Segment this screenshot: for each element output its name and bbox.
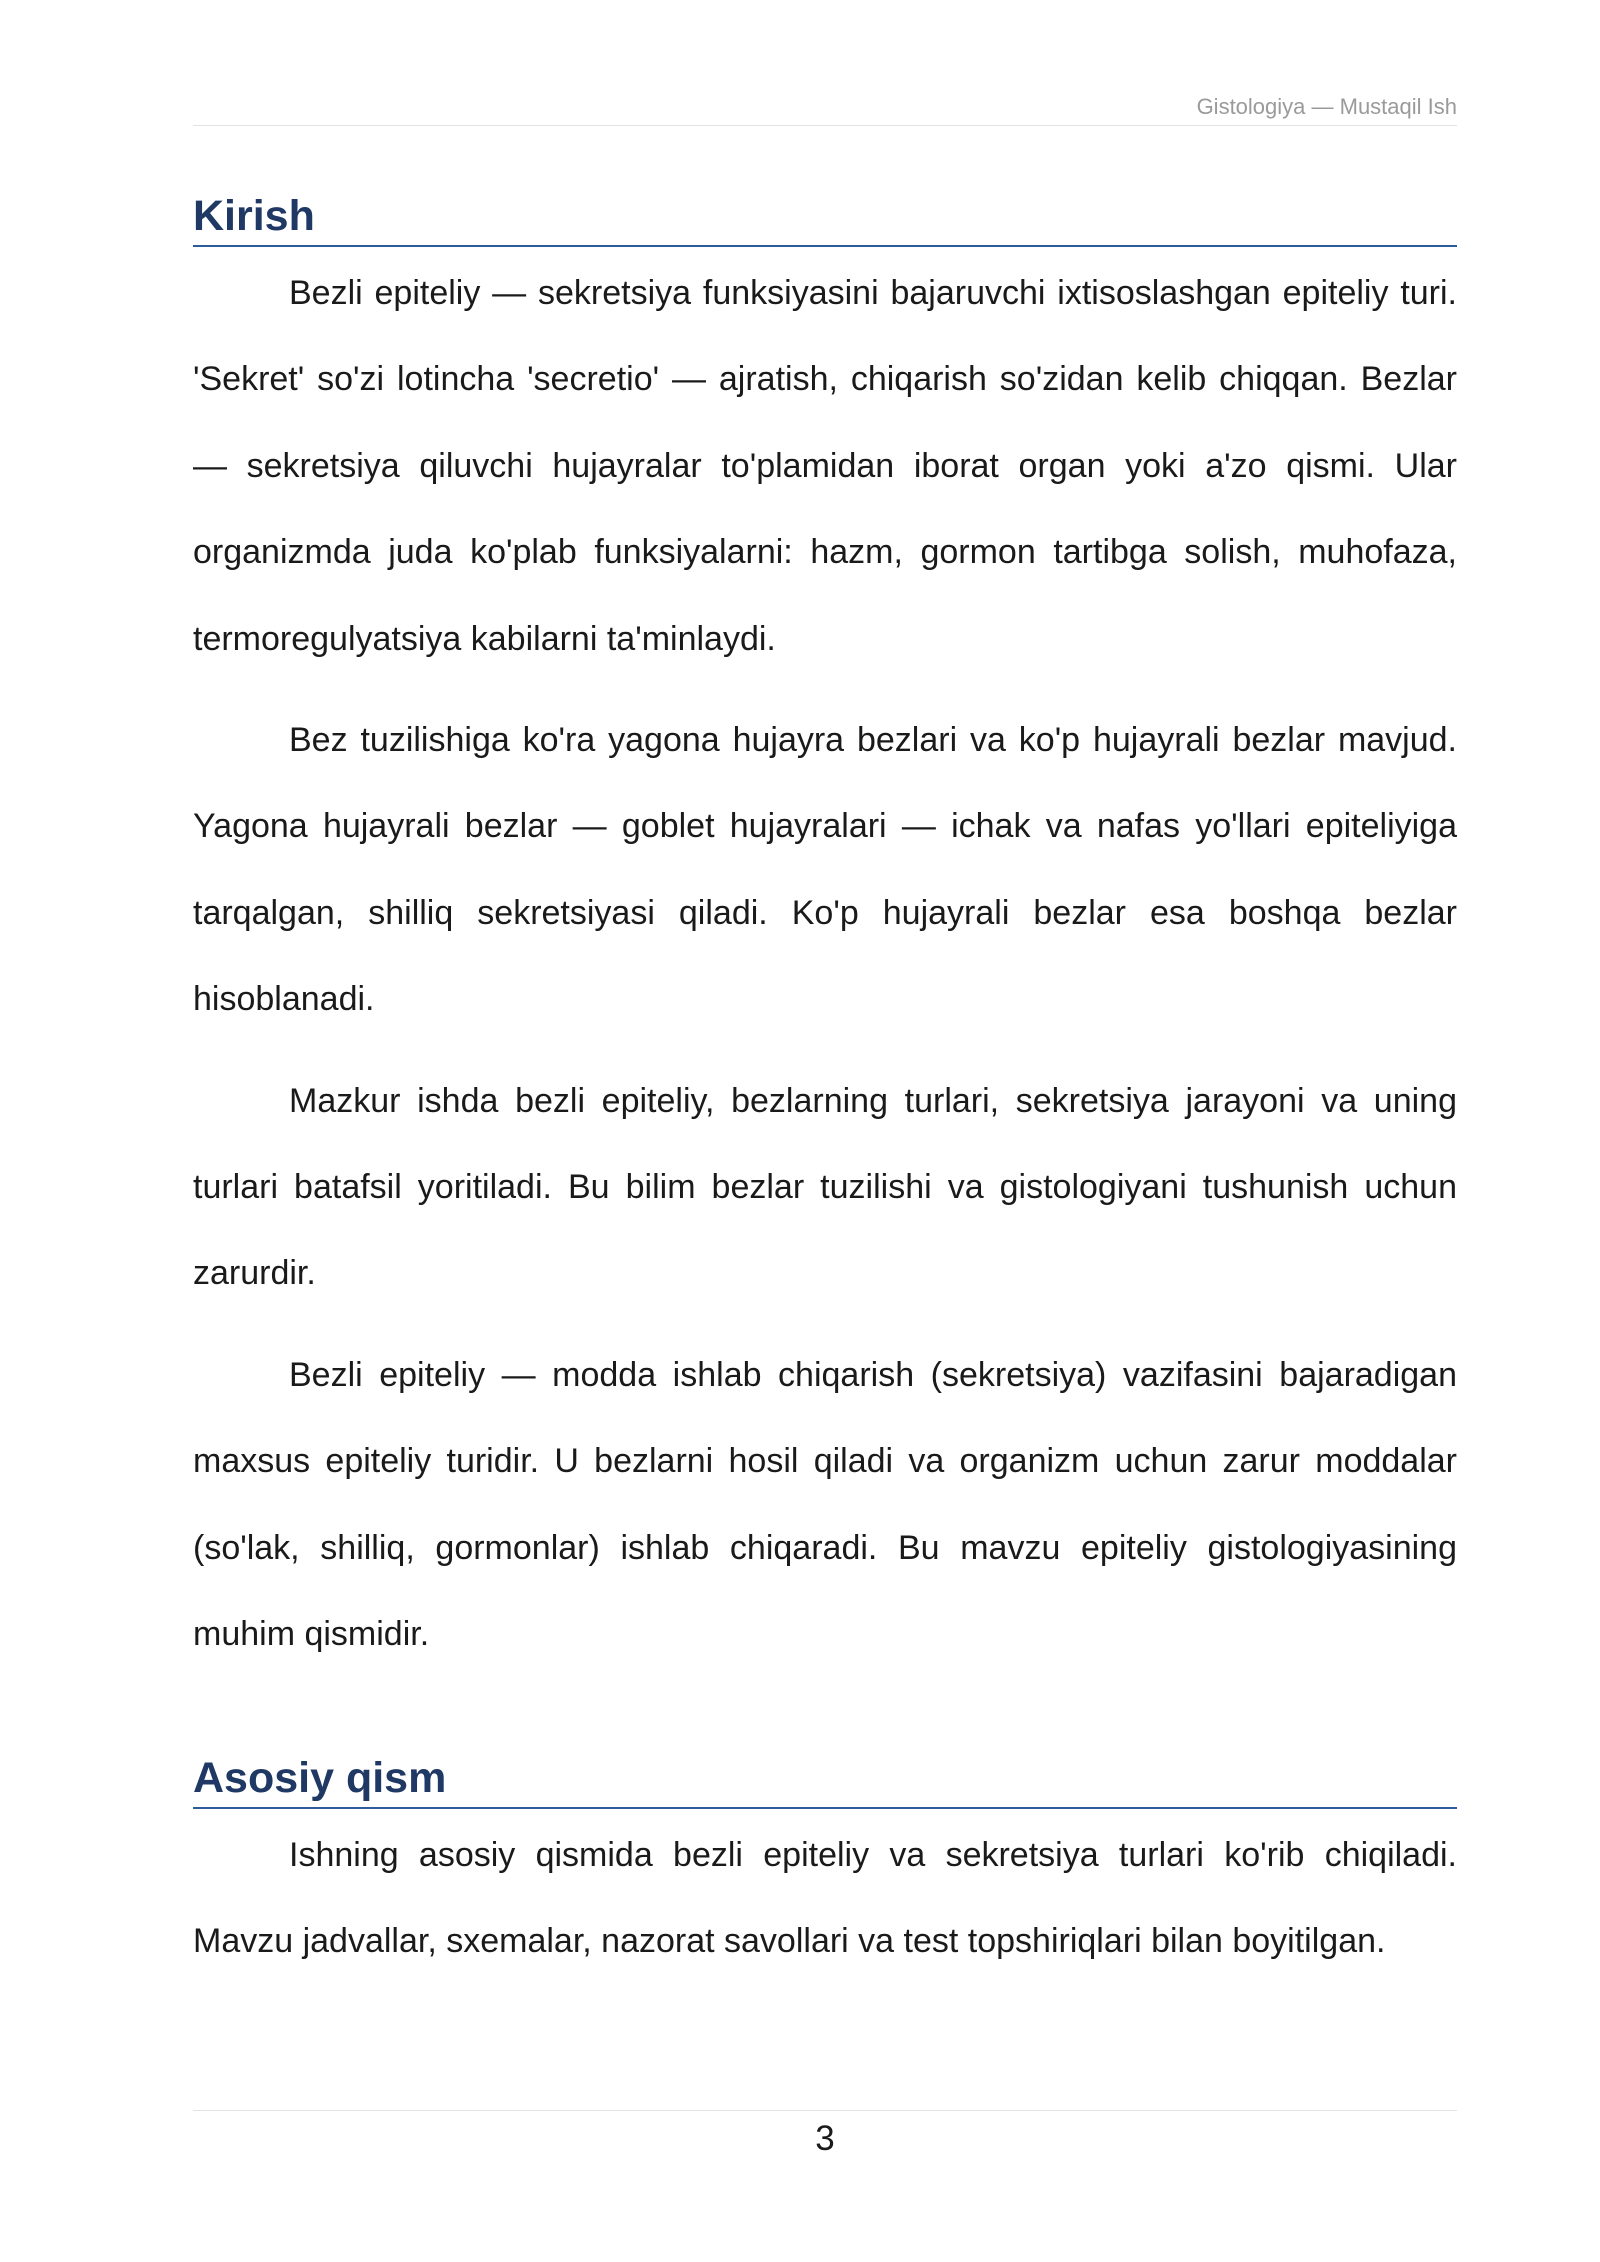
paragraph: Mazkur ishda bezli epiteliy, bezlarning turlari, sekretsiya jarayoni va uning turlari batafsil yoritiladi. Bu bilim bezlar tuzilishi va gistologiyani tushunish uchun zarurdir.	[193, 1081, 1457, 1293]
section-heading: Asosiy qism	[193, 1752, 1457, 1809]
header-divider	[193, 125, 1457, 126]
section-body	[193, 250, 1457, 1678]
section-heading: Kirish	[193, 190, 1457, 247]
running-header: Gistologiya — Mustaqil Ish	[1196, 94, 1457, 119]
section-body	[193, 1812, 1457, 1985]
paragraph: Bezli epiteliy — modda ishlab chiqarish (sekretsiya) vazifasini bajaradigan maxsus epiteliy turidir. U bezlarni hosil qiladi va organizm uchun zarur moddalar (so'lak, shilliq, gormonlar) ishlab chiqaradi. Bu mavzu epiteliy gistologiyasining muhim qismidir.	[193, 1355, 1457, 1654]
page-number: 3	[815, 2119, 835, 2158]
paragraph: Bez tuzilishiga ko'ra yagona hujayra bezlari va ko'p hujayrali bezlar mavjud. Yagona hujayrali bezlar — goblet hujayralari — ichak va nafas yo'llari epiteliyiga tarqalgan, shilliq sekretsiyasi qiladi. Ko'p hujayrali bezlar esa boshqa bezlar hisoblanadi.	[193, 721, 1457, 1019]
footer-divider	[193, 2110, 1457, 2111]
paragraph: Ishning asosiy qismida bezli epiteliy va sekretsiya turlari ko'rib chiqiladi. Mavzu jadvallar, sxemalar, nazorat savollari va test topshiriqlari bilan boyitilgan.	[193, 1836, 1457, 1961]
section-asosiy-qism	[193, 1752, 1457, 1985]
paragraph: Bezli epiteliy — sekretsiya funksiyasini bajaruvchi ixtisoslashgan epiteliy turi. 'Sekret' so'zi lotincha 'secretio' — ajratish, chiqarish so'zidan kelib chiqqan. Bezlar — sekretsiya qiluvchi hujayralar to'plamidan iborat organ yoki a'zo qismi. Ular organizmda juda ko'plab funksiyalarni: hazm, gormon tartibga solish, muhofaza, termoregulyatsiya kabilarni ta'minlaydi.	[193, 274, 1457, 658]
section-kirish	[193, 190, 1457, 1678]
